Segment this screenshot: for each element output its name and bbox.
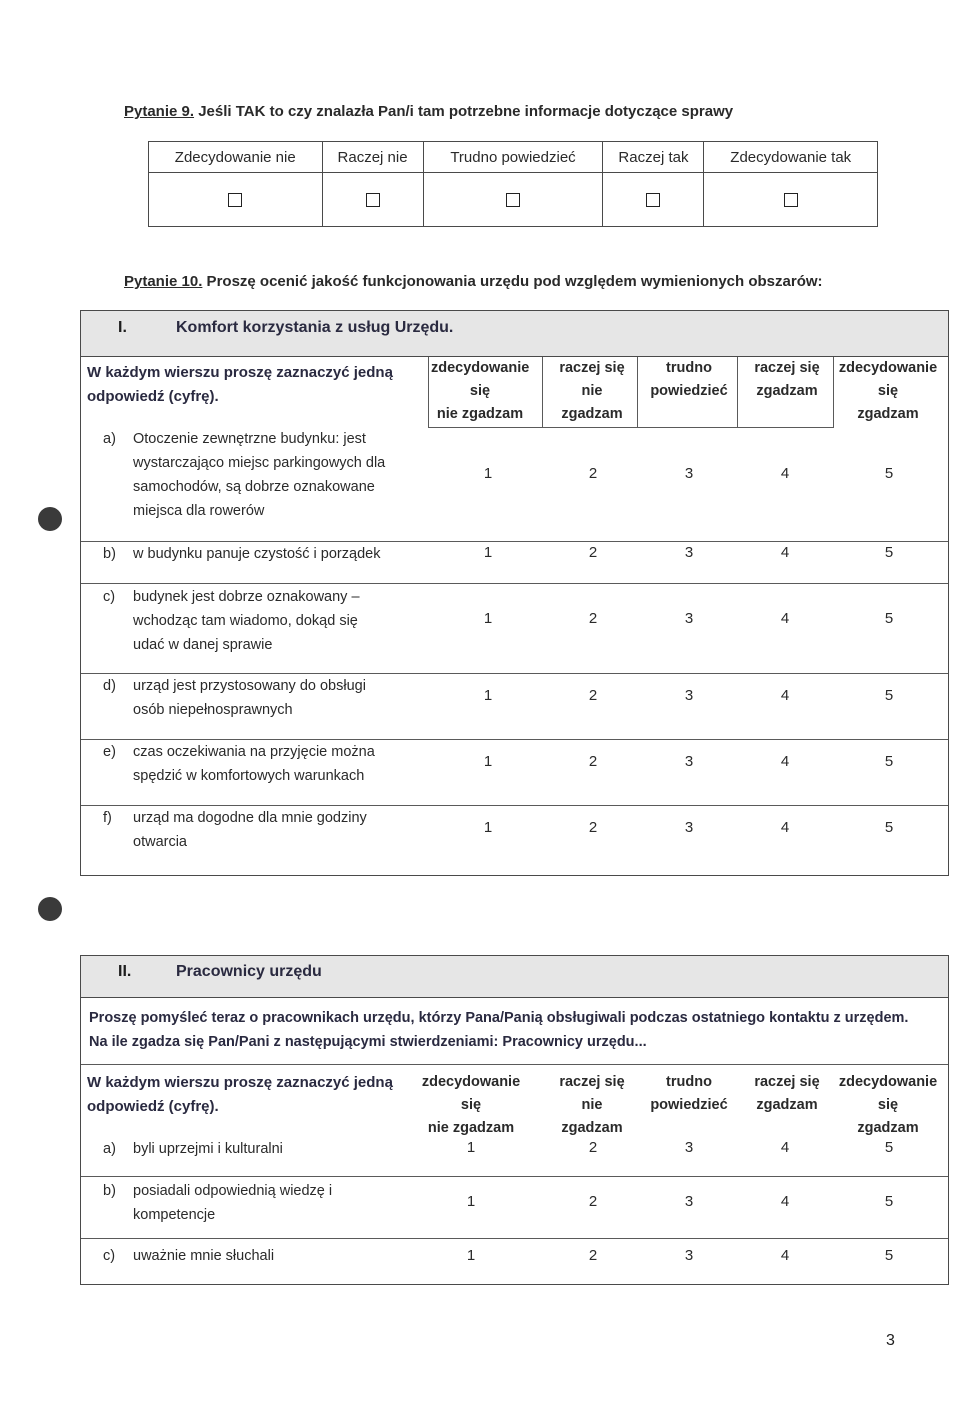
scale-header-4 xyxy=(737,357,837,403)
scale-header-line: zdecydowanie xyxy=(838,1074,938,1090)
scale-header-line: zdecydowanie xyxy=(431,360,530,376)
scale-header-line: raczej się xyxy=(559,1074,625,1090)
rating-option[interactable]: 1 xyxy=(483,819,493,836)
rating-option[interactable]: 4 xyxy=(780,610,790,627)
checkbox-zdecydowanie-tak[interactable] xyxy=(784,193,798,207)
rating-option[interactable]: 3 xyxy=(684,465,694,482)
rating-option[interactable]: 1 xyxy=(483,753,493,770)
item-text: czas oczekiwania na przyjęcie można spędzić w komfortowych warunkach xyxy=(133,744,375,784)
rating-option[interactable]: 2 xyxy=(588,687,598,704)
rating-option[interactable]: 1 xyxy=(466,1193,476,1210)
list-item xyxy=(103,542,443,572)
item-letter: e) xyxy=(103,744,116,760)
item-letter: b) xyxy=(103,1183,116,1199)
item-text: budynek jest dobrze oznakowany – wchodząc tam wiadomo, dokąd się udać w danej sprawie xyxy=(133,589,360,653)
rating-option[interactable]: 4 xyxy=(780,1193,790,1210)
rating-option[interactable]: 3 xyxy=(684,1247,694,1264)
scale-header-line: zgadzam xyxy=(561,1120,623,1136)
rating-option[interactable]: 4 xyxy=(780,1139,790,1156)
rating-option[interactable]: 2 xyxy=(588,819,598,836)
rating-option[interactable]: 5 xyxy=(884,544,894,561)
question-10-text: Proszę ocenić jakość funkcjonowania urzędu pod względem wymienionych obszarów: xyxy=(202,273,823,290)
scale-header-5 xyxy=(833,1071,943,1140)
intro-line: Na ile zgadza się Pan/Pani z następującymi stwierdzeniami: Pracownicy urzędu... xyxy=(89,1034,647,1050)
rating-option[interactable]: 2 xyxy=(588,465,598,482)
rating-option[interactable]: 1 xyxy=(466,1139,476,1156)
scale-header-line: zgadzam xyxy=(857,406,919,422)
scale-header-line: zdecydowanie xyxy=(838,360,938,376)
rating-option[interactable]: 3 xyxy=(684,610,694,627)
question-9-label: Pytanie 9. xyxy=(124,103,195,120)
checkbox-raczej-nie[interactable] xyxy=(366,193,380,207)
rating-option[interactable]: 5 xyxy=(884,1139,894,1156)
divider xyxy=(81,1064,948,1065)
scale-header-line: zgadzam xyxy=(756,1097,818,1113)
rating-option[interactable]: 4 xyxy=(780,687,790,704)
checkbox-raczej-tak[interactable] xyxy=(646,193,660,207)
q9-option-label: Trudno powiedzieć xyxy=(423,142,603,173)
section-2-grid xyxy=(80,955,949,1285)
rating-option[interactable]: 4 xyxy=(780,753,790,770)
list-item xyxy=(103,1179,433,1234)
item-letter: c) xyxy=(103,1248,116,1264)
section-2-number: II. xyxy=(118,963,132,980)
q9-option-label: Zdecydowanie nie xyxy=(149,142,323,173)
rating-option[interactable]: 2 xyxy=(588,544,598,561)
item-text: urząd jest przystosowany do obsługi osób niepełnosprawnych xyxy=(133,678,366,718)
instruction-line: W każdym wierszu proszę zaznaczyć jedną xyxy=(87,364,393,381)
rating-option[interactable]: 1 xyxy=(483,687,493,704)
question-10-title xyxy=(124,273,823,290)
scale-header-line: nie zgadzam xyxy=(427,1120,515,1136)
item-letter: a) xyxy=(103,1141,116,1157)
rating-option[interactable]: 5 xyxy=(884,1193,894,1210)
list-item xyxy=(103,1244,433,1274)
divider xyxy=(542,357,543,427)
punch-hole-bottom xyxy=(38,897,62,921)
scale-header-line: zdecydowanie xyxy=(421,1074,521,1090)
list-item xyxy=(103,740,433,795)
q9-option-label: Zdecydowanie tak xyxy=(704,142,878,173)
checkbox-trudno-powiedziec[interactable] xyxy=(506,193,520,207)
rating-option[interactable]: 5 xyxy=(884,819,894,836)
scale-header-3 xyxy=(637,357,741,403)
rating-option[interactable]: 3 xyxy=(684,819,694,836)
section-1-header xyxy=(81,311,948,357)
section-1-number: I. xyxy=(118,319,127,336)
scale-header-line: raczej się xyxy=(754,360,820,376)
scale-header-1 xyxy=(421,1071,521,1140)
rating-option[interactable]: 1 xyxy=(483,610,493,627)
rating-option[interactable]: 5 xyxy=(884,753,894,770)
question-9-text: Jeśli TAK to czy znalazła Pan/i tam potrzebne informacje dotyczące sprawy xyxy=(194,103,734,120)
item-text: byli uprzejmi i kulturalni xyxy=(133,1141,283,1157)
section-2-header xyxy=(81,956,948,998)
q9-option-cell xyxy=(704,173,878,227)
scale-header-3 xyxy=(637,1071,741,1117)
rating-option[interactable]: 3 xyxy=(684,1139,694,1156)
scale-header-2 xyxy=(543,1071,641,1140)
item-letter: b) xyxy=(103,546,116,562)
section-1-instruction xyxy=(87,361,427,409)
question-10-label: Pytanie 10. xyxy=(124,273,203,290)
scale-header-line: zgadzam xyxy=(561,406,623,422)
scale-header-line: trudno xyxy=(666,360,712,376)
scale-header-2 xyxy=(543,357,641,426)
instruction-line: W każdym wierszu proszę zaznaczyć jedną xyxy=(87,1074,393,1091)
rating-option[interactable]: 5 xyxy=(884,1247,894,1264)
item-text: Otoczenie zewnętrzne budynku: jest wystarczająco miejsc parkingowych dla samochodów, są dobrze oznakowane miejsca dla rowerów xyxy=(133,431,386,519)
scale-header-line: zgadzam xyxy=(756,383,818,399)
divider xyxy=(833,357,834,427)
rating-option[interactable]: 2 xyxy=(588,1193,598,1210)
question-9-title xyxy=(124,103,733,120)
q9-option-cell xyxy=(423,173,603,227)
rating-option[interactable]: 2 xyxy=(588,753,598,770)
scale-header-line: się xyxy=(877,383,899,399)
q9-option-cell xyxy=(322,173,423,227)
divider xyxy=(428,427,834,428)
q9-option-label: Raczej tak xyxy=(603,142,704,173)
scale-header-line: trudno xyxy=(666,1074,712,1090)
divider xyxy=(81,1238,948,1239)
divider xyxy=(737,357,738,427)
item-text: w budynku panuje czystość i porządek xyxy=(133,546,381,562)
intro-line: Proszę pomyśleć teraz o pracownikach urzędu, którzy Pana/Panią obsługiwali podczas ostatniego kontaktu z urzędem. xyxy=(89,1010,909,1026)
scale-header-line: się xyxy=(460,1097,482,1113)
scale-header-line: raczej się xyxy=(559,360,625,376)
scale-header-line: nie xyxy=(581,1097,603,1113)
punch-hole-top xyxy=(38,507,62,531)
rating-option[interactable]: 3 xyxy=(684,687,694,704)
rating-option[interactable]: 2 xyxy=(588,1139,598,1156)
checkbox-zdecydowanie-nie[interactable] xyxy=(228,193,242,207)
section-2-title: Pracownicy urzędu xyxy=(176,963,322,980)
list-item xyxy=(103,674,433,729)
rating-option[interactable]: 3 xyxy=(684,544,694,561)
item-letter: c) xyxy=(103,589,116,605)
scale-header-line: nie xyxy=(581,383,603,399)
scale-header-line: się xyxy=(469,383,491,399)
rating-option[interactable]: 1 xyxy=(466,1247,476,1264)
divider xyxy=(637,357,638,427)
scale-header-line: raczej się xyxy=(754,1074,820,1090)
scale-header-line: zgadzam xyxy=(857,1120,919,1136)
instruction-line: odpowiedź (cyfrę). xyxy=(87,388,219,405)
scale-header-line: powiedzieć xyxy=(650,1097,728,1113)
q9-option-label: Raczej nie xyxy=(322,142,423,173)
scale-header-5 xyxy=(833,357,943,426)
rating-option[interactable]: 4 xyxy=(780,819,790,836)
scale-header-1 xyxy=(431,357,529,426)
rating-option[interactable]: 2 xyxy=(588,1247,598,1264)
rating-option[interactable]: 3 xyxy=(684,1193,694,1210)
item-letter: a) xyxy=(103,431,116,447)
scale-header-line: nie zgadzam xyxy=(436,406,524,422)
scale-header-line: się xyxy=(877,1097,899,1113)
section-1-grid xyxy=(80,310,949,876)
rating-option[interactable]: 5 xyxy=(884,610,894,627)
q9-option-cell xyxy=(603,173,704,227)
item-letter: f) xyxy=(103,810,112,826)
item-text: uważnie mnie słuchali xyxy=(133,1248,275,1264)
section-2-intro xyxy=(89,1006,944,1054)
section-2-instruction xyxy=(87,1071,427,1119)
rating-option[interactable]: 1 xyxy=(483,544,493,561)
item-text: urząd ma dogodne dla mnie godziny otwarcia xyxy=(133,810,367,850)
divider xyxy=(81,1176,948,1177)
rating-option[interactable]: 5 xyxy=(884,687,894,704)
item-text: posiadali odpowiednią wiedzę i kompetencje xyxy=(133,1183,333,1223)
rating-option[interactable]: 5 xyxy=(884,465,894,482)
rating-option[interactable]: 2 xyxy=(588,610,598,627)
list-item xyxy=(103,1137,433,1167)
rating-option[interactable]: 1 xyxy=(483,465,493,482)
list-item xyxy=(103,806,433,861)
rating-option[interactable]: 4 xyxy=(780,1247,790,1264)
item-letter: d) xyxy=(103,678,116,694)
q9-option-cell xyxy=(149,173,323,227)
rating-option[interactable]: 4 xyxy=(780,544,790,561)
divider xyxy=(428,357,429,427)
divider xyxy=(81,583,948,584)
instruction-line: odpowiedź (cyfrę). xyxy=(87,1098,219,1115)
rating-option[interactable]: 3 xyxy=(684,753,694,770)
rating-option[interactable]: 4 xyxy=(780,465,790,482)
section-1-title: Komfort korzystania z usług Urzędu. xyxy=(176,319,454,336)
list-item xyxy=(103,427,433,537)
scale-header-4 xyxy=(737,1071,837,1117)
page-number: 3 xyxy=(886,1332,895,1349)
question-9-answer-table xyxy=(148,141,878,227)
scale-header-line: powiedzieć xyxy=(650,383,728,399)
list-item xyxy=(103,585,433,665)
